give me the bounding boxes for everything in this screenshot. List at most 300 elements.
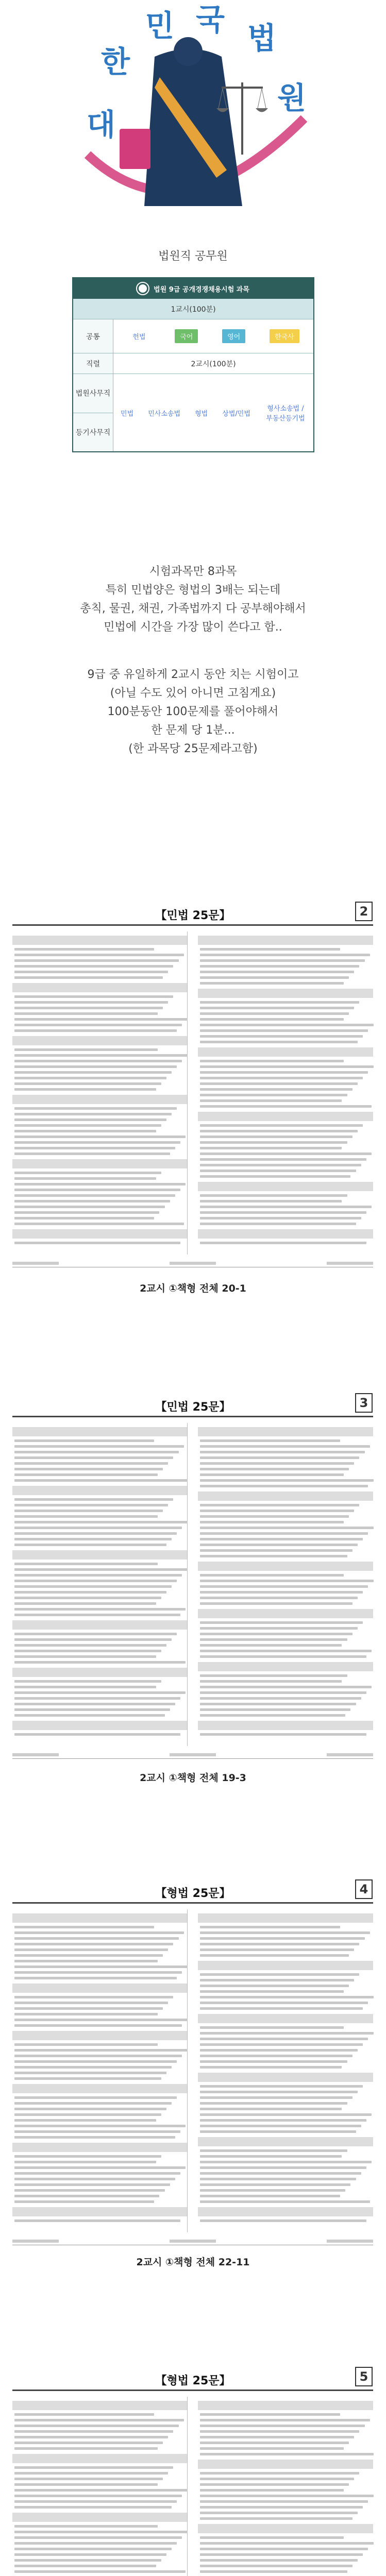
question-text-line: [200, 1973, 359, 1976]
question-text-line: [14, 2161, 156, 2163]
question-header: [198, 1562, 373, 1571]
commentary-line: 민법에 시간을 가장 많이 쓴다고 함..: [104, 621, 282, 634]
question-text-line: [200, 1954, 349, 1957]
question-text-line: [200, 2066, 342, 2069]
question-text-line: [14, 1943, 173, 1945]
question-text-line: [200, 2085, 363, 2088]
question-text-line: [14, 2172, 180, 2175]
question-text-line: [200, 1714, 345, 1717]
question-text-line: [14, 1060, 182, 1062]
booklet-label: 2교시 ①책형 전체 20-1: [140, 1283, 246, 1294]
question-text-line: [14, 1473, 158, 1476]
question-text-line: [200, 1504, 359, 1506]
question-text-line: [14, 2565, 156, 2567]
question-header: [198, 936, 373, 945]
question-text-line: [200, 1175, 350, 1178]
question-text-line: [200, 1041, 358, 1043]
question-header: [198, 1721, 373, 1730]
question-text-line: [14, 1703, 175, 1705]
question-text-line: [14, 1082, 161, 1085]
subject-english: 영어: [222, 329, 245, 343]
question-text-line: [200, 1153, 372, 1155]
question-text-line: [14, 2472, 168, 2475]
question-text-line: [200, 2091, 358, 2093]
question-text-line: [200, 2548, 368, 2550]
question-text-line: [200, 1680, 342, 1683]
question-text-line: [200, 1655, 366, 1658]
question-text-line: [14, 2478, 163, 2480]
question-text-line: [14, 1931, 184, 1934]
question-text-line: [200, 1473, 344, 1476]
question-text-line: [14, 2506, 172, 2509]
question-text-line: [14, 1024, 182, 1026]
question-text-line: [200, 1012, 349, 1015]
page-number: 5: [355, 2367, 373, 2386]
question-header: [198, 2401, 373, 2410]
question-text-line: [200, 1456, 359, 1459]
question-text-line: [200, 1521, 344, 1523]
law-book-icon: [120, 129, 150, 169]
commentary-line: 9급 중 유일하게 2교시 동안 치는 시험이고: [87, 668, 299, 681]
question-text-line: [200, 2043, 363, 2046]
question-text-line: [200, 2472, 359, 2475]
exam-table-title: 법원 9급 공개경쟁채용시험 과목: [154, 285, 249, 294]
question-text-line: [200, 2430, 359, 2433]
page-number: 2: [355, 902, 373, 921]
question-header: [12, 1721, 187, 1730]
question-text-line: [200, 2536, 344, 2539]
question-header: [12, 2513, 187, 2522]
question-text-line: [14, 1585, 172, 1588]
question-text-line: [14, 2466, 173, 2469]
page-divider: [12, 2389, 373, 2391]
question-text-line: [200, 1242, 366, 1244]
question-text-line: [200, 2195, 340, 2197]
question-text-line: [200, 1088, 353, 1091]
question-text-line: [14, 2125, 186, 2127]
question-text-line: [200, 1445, 370, 1448]
question-text-line: [200, 1099, 342, 1102]
question-header: [12, 1486, 187, 1495]
question-text-line: [14, 2055, 182, 2057]
exam-sheet: [12, 2393, 373, 2576]
question-text-line: [14, 2113, 161, 2116]
question-text-line: [200, 1990, 344, 1993]
question-text-line: [14, 2542, 177, 2545]
question-header: [12, 1620, 187, 1630]
question-header: [198, 1609, 373, 1618]
question-header: [198, 2014, 373, 2023]
question-text-line: [14, 2536, 182, 2539]
question-text-line: [200, 1485, 368, 1487]
question-header: [198, 1662, 373, 1671]
question-text-line: [14, 1965, 188, 1968]
question-text-line: [200, 1077, 363, 1079]
exam-sheet: [12, 1905, 373, 2245]
subject-civil-procedure: 민사소송법: [148, 410, 181, 418]
question-text-line: [14, 1018, 188, 1021]
exam-sheet: [12, 1419, 373, 1759]
common-row: [73, 319, 313, 353]
question-text-line: [200, 1141, 347, 1144]
question-text-line: [200, 2161, 372, 2163]
question-text-line: [200, 2559, 358, 2562]
exam-page-title: 【민법 25문】: [155, 1401, 231, 1414]
question-text-line: [14, 1445, 184, 1448]
question-text-line: [14, 1498, 173, 1501]
question-text-line: [14, 1242, 180, 1244]
commentary-line: 100분동안 100문제를 풀어야해서: [107, 705, 279, 718]
question-text-line: [200, 2565, 353, 2567]
subject-commercial-law: 상법/민법: [222, 410, 250, 418]
question-text-line: [200, 2113, 372, 2116]
question-column-left: [12, 931, 188, 1255]
question-text-line: [14, 2436, 168, 2438]
question-text-line: [14, 1479, 188, 1482]
question-column-left: [12, 1909, 188, 2232]
question-text-line: [14, 2155, 161, 2158]
question-text-line: [14, 1130, 156, 1132]
commentary-line: (아닐 수도 있어 아니면 고침게요): [110, 687, 276, 700]
question-text-line: [14, 1960, 158, 1962]
question-header: [12, 2207, 187, 2216]
question-text-line: [200, 959, 365, 962]
question-text-line: [200, 1060, 344, 1062]
question-text-line: [14, 2430, 173, 2433]
question-header: [198, 2207, 373, 2216]
question-text-line: [14, 2219, 180, 2222]
question-text-line: [14, 1633, 177, 1635]
question-text-line: [200, 971, 354, 973]
question-text-line: [14, 1012, 158, 1015]
question-header: [198, 1427, 373, 1436]
question-text-line: [14, 2102, 172, 2105]
question-text-line: [200, 2049, 358, 2052]
question-text-line: [14, 1177, 156, 1180]
question-text-line: [14, 1655, 156, 1658]
title-char-1: 대: [87, 107, 116, 142]
question-text-line: [200, 2506, 363, 2509]
question-text-line: [14, 2108, 166, 2110]
commentary-line: 총칙, 물권, 채권, 가족법까지 다 공부해야해서: [80, 602, 306, 615]
title-char-6: 원: [277, 80, 307, 115]
question-text-line: [14, 1113, 172, 1115]
job-registry-clerk: 등기사무직: [75, 428, 111, 437]
question-text-line: [14, 1223, 184, 1225]
question-text-line: [14, 1937, 179, 1940]
commentary-line: (한 과목당 25문제라고함): [128, 742, 258, 755]
question-text-line: [14, 1124, 161, 1127]
question-text-line: [14, 2043, 158, 2046]
question-text-line: [14, 1141, 180, 1144]
question-text-line: [14, 1954, 163, 1957]
question-text-line: [200, 982, 344, 985]
exam-page-title: 【형법 25문】: [155, 1887, 231, 1900]
question-text-line: [200, 2436, 354, 2438]
question-text-line: [14, 2072, 166, 2074]
question-header: [198, 1182, 373, 1191]
court-banner: [0, 0, 386, 232]
question-header: [12, 1913, 187, 1923]
question-text-line: [14, 976, 163, 979]
question-text-line: [14, 2525, 158, 2528]
question-text-line: [14, 1048, 158, 1051]
question-text-line: [200, 976, 349, 979]
question-text-line: [200, 2200, 370, 2203]
question-text-line: [14, 1206, 165, 1208]
question-text-line: [14, 1468, 163, 1470]
commentary-line: 시험과목만 8과목: [149, 565, 237, 578]
question-text-line: [14, 1118, 166, 1121]
question-text-line: [200, 954, 370, 956]
job-label: 직렬: [73, 353, 113, 374]
question-text-line: [14, 2189, 165, 2192]
subject-criminal-law: 형법: [195, 410, 208, 418]
question-text-line: [14, 1107, 177, 1110]
question-text-line: [14, 1680, 161, 1683]
booklet-label: 2교시 ①책형 전체 22-11: [136, 2257, 250, 2268]
question-text-line: [14, 1217, 154, 1219]
exam-page-title: 【형법 25문】: [155, 2375, 231, 2387]
question-text-line: [200, 1532, 368, 1535]
question-text-line: [14, 1996, 173, 1998]
question-text-line: [14, 2024, 182, 2027]
question-header: [12, 1668, 187, 1677]
question-text-line: [200, 1644, 342, 1647]
question-text-line: [200, 2453, 374, 2455]
question-text-line: [200, 2002, 368, 2004]
question-text-line: [200, 1071, 368, 1074]
question-header: [198, 2073, 373, 2082]
question-text-line: [200, 1147, 342, 1149]
question-text-line: [14, 2049, 188, 2052]
question-text-line: [200, 1510, 354, 1512]
head-shape: [174, 37, 203, 66]
question-text-line: [14, 2548, 172, 2550]
question-text-line: [200, 1574, 344, 1577]
question-text-line: [14, 954, 184, 956]
question-header: [12, 1427, 187, 1436]
question-text-line: [200, 1633, 353, 1635]
question-text-line: [200, 1996, 374, 1998]
question-text-line: [200, 1065, 374, 1068]
question-text-line: [200, 1217, 361, 1219]
question-text-line: [14, 2195, 159, 2197]
question-text-line: [200, 2125, 361, 2127]
exam-page-title: 【민법 25문】: [155, 909, 231, 922]
question-text-line: [14, 1544, 166, 1546]
question-header: [12, 1229, 187, 1239]
page-number: 4: [355, 1879, 373, 1899]
question-text-line: [14, 2413, 154, 2416]
booklet-label: 2교시 ①책형 전체 19-3: [140, 1772, 246, 1784]
question-text-line: [14, 1189, 180, 1191]
question-text-line: [200, 2413, 340, 2416]
question-text-line: [200, 1591, 363, 1594]
question-text-line: [14, 2500, 177, 2503]
question-text-line: [200, 2183, 350, 2186]
question-header: [198, 2460, 373, 2469]
job-subject-grid: [73, 374, 313, 451]
question-text-line: [200, 1597, 358, 1599]
question-text-line: [14, 1568, 188, 1571]
question-header: [198, 1112, 373, 1121]
page-divider: [12, 924, 373, 926]
question-text-line: [14, 1591, 166, 1594]
question-header: [12, 1550, 187, 1560]
question-text-line: [200, 2007, 363, 2010]
question-text-line: [14, 1194, 175, 1197]
question-text-line: [14, 1686, 156, 1688]
question-text-line: [200, 1024, 374, 1026]
lady-justice-illustration: [0, 0, 386, 232]
question-text-line: [14, 1948, 168, 1951]
question-text-line: [200, 1703, 356, 1705]
question-text-line: [200, 965, 359, 968]
question-text-line: [200, 1549, 353, 1552]
question-text-line: [200, 1158, 366, 1161]
question-text-line: [200, 2442, 349, 2444]
question-header: [12, 2084, 187, 2093]
question-text-line: [200, 2102, 347, 2105]
question-header: [198, 2137, 373, 2146]
question-text-line: [200, 1439, 340, 1442]
question-text-line: [14, 965, 173, 968]
question-text-line: [200, 1451, 365, 1453]
question-text-line: [14, 1211, 159, 1214]
question-text-line: [14, 2483, 158, 2486]
question-header: [12, 1159, 187, 1168]
question-text-line: [14, 2077, 161, 2080]
subject-korean: 국어: [175, 329, 198, 343]
question-text-line: [14, 1926, 154, 1928]
question-text-line: [14, 2119, 156, 2122]
question-text-line: [14, 1183, 186, 1185]
question-text-line: [14, 959, 179, 962]
question-text-line: [14, 2559, 161, 2562]
question-text-line: [14, 2019, 188, 2021]
question-text-line: [200, 948, 340, 951]
question-text-line: [200, 1650, 372, 1652]
question-text-line: [200, 2219, 366, 2222]
question-header: [12, 936, 187, 945]
question-text-line: [200, 1697, 361, 1700]
question-text-line: [14, 2531, 188, 2533]
question-text-line: [200, 2495, 374, 2497]
question-header: [198, 1229, 373, 1239]
question-text-line: [14, 2183, 170, 2186]
question-text-line: [200, 2478, 354, 2480]
question-text-line: [14, 2425, 179, 2427]
question-text-line: [200, 1462, 354, 1465]
question-text-line: [14, 1661, 186, 1664]
question-text-line: [14, 2166, 186, 2169]
question-column-left: [12, 1423, 188, 1746]
question-text-line: [14, 2066, 172, 2069]
common-label: 공통: [73, 319, 113, 353]
page-caption: 법원직 공무원: [158, 250, 228, 263]
question-text-line: [200, 1130, 358, 1132]
question-header: [12, 2401, 187, 2410]
question-text-line: [14, 1462, 168, 1465]
sheet-footer: [12, 1753, 373, 1757]
question-text-line: [14, 2495, 182, 2497]
question-text-line: [200, 1544, 358, 1546]
question-text-line: [200, 1627, 358, 1630]
question-text-line: [14, 1580, 177, 1582]
question-text-line: [200, 1515, 349, 1518]
question-text-line: [14, 1614, 180, 1616]
question-text-line: [14, 1714, 165, 1717]
title-char-5: 법: [247, 21, 277, 56]
sheet-footer: [12, 1262, 373, 1266]
question-text-line: [14, 1001, 168, 1004]
question-text-line: [200, 2500, 368, 2503]
question-text-line: [200, 1985, 349, 1987]
question-text-line: [200, 1206, 372, 1208]
question-text-line: [14, 2200, 154, 2203]
question-text-line: [200, 2553, 363, 2556]
question-text-line: [14, 1439, 154, 1442]
question-text-line: [200, 1029, 368, 1032]
title-char-4: 국: [196, 2, 225, 37]
question-text-line: [14, 1608, 186, 1611]
question-text-line: [200, 1602, 353, 1605]
question-text-line: [200, 1200, 342, 1202]
subject-constitution: 헌법: [132, 333, 146, 341]
question-text-line: [14, 1147, 175, 1149]
commentary-line: 특히 민법양은 형법의 3배는 되는데: [105, 584, 281, 597]
question-text-line: [14, 948, 154, 951]
question-header: [12, 1036, 187, 1045]
question-text-line: [200, 1979, 354, 1981]
question-text-line: [14, 2178, 175, 2180]
question-text-line: [200, 1937, 365, 1940]
question-text-line: [200, 2026, 344, 2029]
question-text-line: [14, 1172, 161, 1174]
question-text-line: [200, 2517, 353, 2520]
question-text-line: [14, 1065, 177, 1068]
question-text-line: [14, 1527, 182, 1529]
question-text-line: [200, 2542, 374, 2545]
question-text-line: [14, 1574, 182, 1577]
question-column-right: [198, 931, 373, 1255]
question-text-line: [200, 1170, 356, 1172]
question-text-line: [200, 2512, 358, 2514]
question-text-line: [200, 2419, 370, 2421]
question-text-line: [14, 2002, 168, 2004]
question-text-line: [200, 2483, 349, 2486]
question-text-line: [14, 1071, 172, 1074]
question-text-line: [200, 1948, 354, 1951]
subject-criminal-procedure: 형사소송법 / 부동산등기법: [266, 405, 305, 422]
question-header: [12, 1984, 187, 1993]
question-text-line: [14, 1504, 168, 1506]
subject-korean-history: 한국사: [270, 329, 299, 343]
question-header: [198, 1913, 373, 1923]
scale-pan-right: [256, 108, 268, 112]
question-text-line: [14, 1563, 158, 1565]
question-text-line: [200, 1194, 347, 1197]
court-seal-icon: [137, 283, 148, 294]
question-text-line: [200, 1035, 363, 1038]
question-text-line: [200, 1018, 344, 1021]
question-text-line: [14, 1200, 170, 1202]
question-text-line: [200, 1638, 347, 1641]
title-char-2: 한: [101, 44, 130, 79]
question-text-line: [14, 2096, 177, 2099]
question-text-line: [14, 1538, 172, 1540]
